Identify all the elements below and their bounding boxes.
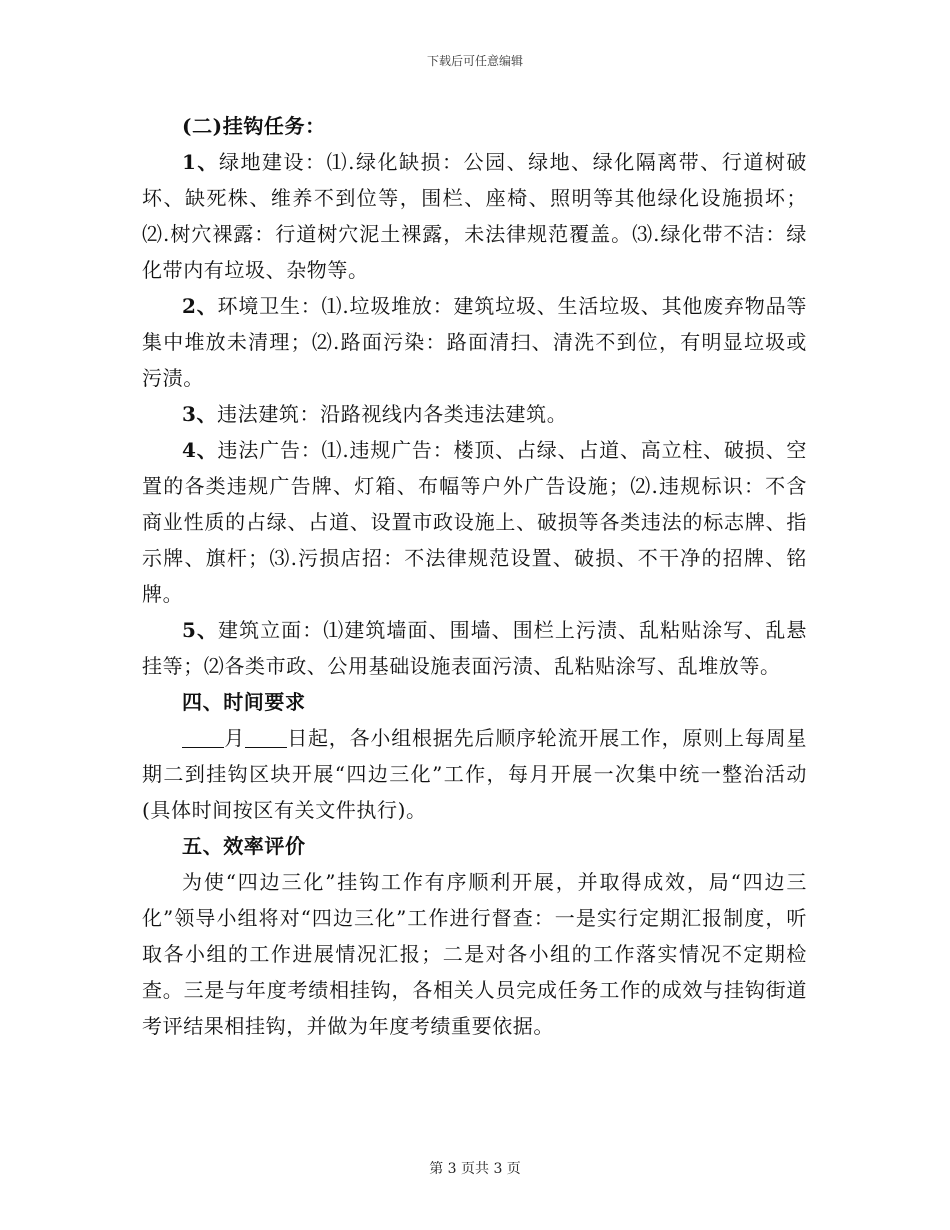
month-label: 月 bbox=[224, 726, 245, 750]
task-item-number: 2、 bbox=[182, 294, 218, 318]
section-four-heading: 四、时间要求 bbox=[182, 690, 306, 714]
month-blank bbox=[182, 727, 224, 748]
section-five-heading: 五、效率评价 bbox=[182, 834, 306, 858]
task-item-3 bbox=[142, 396, 807, 432]
header-note: 下载后可任意编辑 bbox=[426, 54, 523, 68]
time-requirement-text: 日起，各小组根据先后顺序轮流开展工作，原则上每周星期二到挂钩区块开展“四边三化”工作，每月开展一次集中统一整治活动(具体时间按区有关文件执行)。 bbox=[142, 726, 807, 822]
day-blank bbox=[245, 727, 287, 748]
task-item-number: 5、 bbox=[182, 618, 219, 642]
task-item-text: 绿地建设：⑴.绿化缺损：公园、绿地、绿化隔离带、行道树破坏、缺死株、维养不到位等，围栏、座椅、照明等其他绿化设施损坏；⑵.树穴裸露：行道树穴泥土裸露，未法律规范覆盖。⑶.绿化带不洁：绿化带内有垃圾、杂物等。 bbox=[142, 150, 807, 282]
time-requirement-paragraph bbox=[142, 720, 807, 828]
task-item-text: 建筑立面：⑴建筑墙面、围墙、围栏上污渍、乱粘贴涂写、乱悬挂等；⑵各类市政、公用基础设施表面污渍、乱粘贴涂写、乱堆放等。 bbox=[142, 618, 807, 678]
evaluation-paragraph: 为使“四边三化”挂钩工作有序顺利开展，并取得成效，局“四边三化”领导小组将对“四边三化”工作进行督查：一是实行定期汇报制度，听取各小组的工作进展情况汇报；二是对各小组的工作落实情况不定期检查。三是与年度考绩相挂钩，各相关人员完成任务工作的成效与挂钩街道考评结果相挂钩，并做为年度考绩重要依据。 bbox=[142, 870, 807, 1038]
section-two-heading: (二)挂钩任务： bbox=[182, 114, 326, 138]
page-footer: 第 3 页共 3 页 bbox=[429, 1161, 521, 1177]
task-item-4 bbox=[142, 432, 807, 612]
task-item-1 bbox=[142, 144, 807, 288]
task-item-number: 1、 bbox=[182, 150, 219, 174]
task-item-text: 违法建筑：沿路视线内各类违法建筑。 bbox=[217, 402, 568, 426]
task-item-2 bbox=[142, 288, 807, 396]
task-item-text: 环境卫生：⑴.垃圾堆放：建筑垃圾、生活垃圾、其他废弃物品等集中堆放未清理；⑵.路面污染：路面清扫、清洗不到位，有明显垃圾或污渍。 bbox=[142, 294, 807, 390]
task-item-number: 4、 bbox=[182, 438, 218, 462]
task-item-text: 违法广告：⑴.违规广告：楼顶、占绿、占道、高立柱、破损、空置的各类违规广告牌、灯箱、布幅等户外广告设施；⑵.违规标识：不含商业性质的占绿、占道、设置市政设施上、破损等各类违法的标志牌、指示牌、旗杆；⑶.污损店招：不法律规范设置、破损、不干净的招牌、铭牌。 bbox=[142, 438, 807, 606]
task-item-number: 3、 bbox=[182, 402, 218, 426]
document-body bbox=[142, 108, 807, 1044]
task-item-5 bbox=[142, 612, 807, 684]
